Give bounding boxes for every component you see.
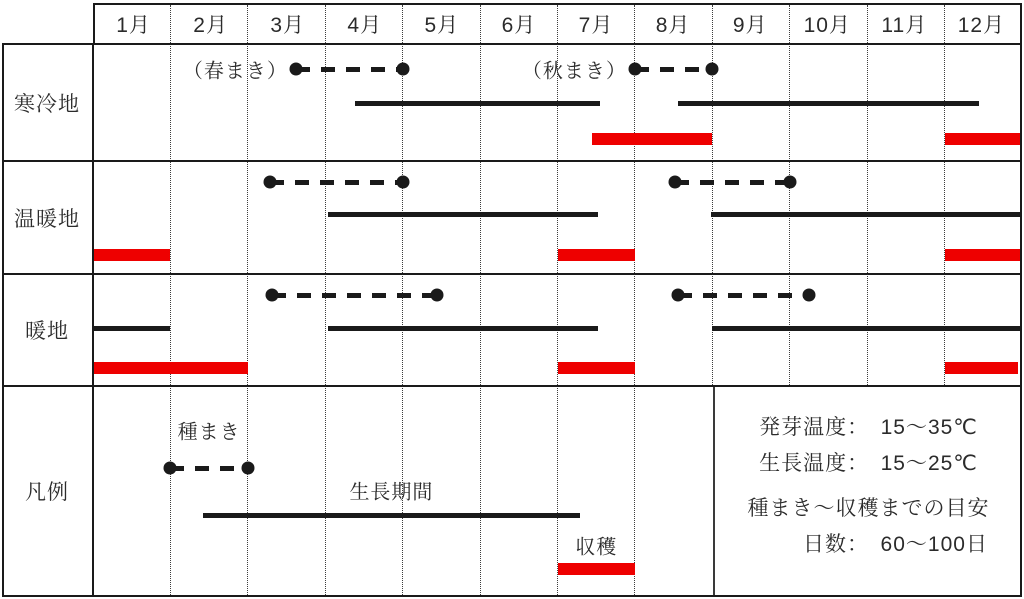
growing-line: [678, 101, 980, 106]
mark-label: 種まき: [177, 421, 241, 444]
sowing-dot: [803, 289, 816, 302]
month-label-jan: 1月: [116, 14, 151, 37]
sow-to-harvest-guide-text: 種まき～収穫までの目安: [747, 497, 990, 520]
month-gridline: [325, 5, 326, 595]
month-label-aug: 8月: [655, 14, 691, 37]
month-header-row: [93, 3, 1022, 45]
growing-line: [712, 326, 1022, 331]
growing-line: [328, 212, 598, 217]
growth-temperature-text: 生長温度： 15～25℃: [759, 452, 978, 475]
sowing-dot: [669, 176, 682, 189]
month-label-may: 5月: [424, 14, 460, 37]
harvest-bar: [945, 362, 1019, 374]
sowing-dot: [396, 63, 409, 76]
germination-temperature-text: 発芽温度： 15～35℃: [759, 416, 978, 439]
sowing-dot: [396, 176, 409, 189]
harvest-bar: [558, 249, 635, 261]
growing-line: [328, 326, 598, 331]
row-separator: [2, 160, 1022, 162]
info-panel: [713, 387, 1022, 597]
month-label-mar: 3月: [270, 14, 306, 37]
sowing-line: [170, 466, 247, 471]
sowing-line: [635, 67, 712, 72]
month-label-feb: 2月: [193, 14, 228, 37]
month-gridline: [402, 5, 403, 595]
month-gridline: [170, 5, 171, 595]
sowing-line: [272, 293, 438, 298]
month-label-sep: 9月: [732, 14, 768, 37]
row-separator: [2, 273, 1022, 275]
harvest-bar: [945, 249, 1022, 261]
harvest-bar: [93, 362, 248, 374]
growing-line: [355, 101, 600, 106]
harvest-bar: [93, 249, 170, 261]
row-label-temperate-region: 温暖地: [14, 207, 80, 231]
sowing-dot: [431, 289, 444, 302]
sowing-dot: [164, 462, 177, 475]
month-label-apr: 4月: [347, 14, 383, 37]
mark-label: （秋まき）: [521, 60, 627, 83]
sowing-dot: [706, 63, 719, 76]
sowing-dot: [628, 63, 641, 76]
month-label-jul: 7月: [578, 14, 614, 37]
row-label-legend: 凡例: [25, 481, 69, 504]
month-gridline: [480, 5, 481, 595]
growing-line: [93, 326, 170, 331]
sowing-dot: [265, 289, 278, 302]
month-gridline: [557, 5, 558, 595]
days-range-text: 日数： 60～100日: [803, 533, 988, 556]
mark-label: 収穫: [575, 536, 618, 559]
label-column-border: [92, 44, 94, 596]
sowing-line: [296, 67, 403, 72]
sowing-dot: [671, 289, 684, 302]
sowing-dot: [241, 462, 254, 475]
sowing-dot: [289, 63, 302, 76]
growing-line: [203, 513, 580, 518]
month-label-oct: 10月: [803, 14, 851, 37]
sowing-dot: [783, 176, 796, 189]
sowing-line: [678, 293, 810, 298]
mark-label: （春まき）: [182, 60, 288, 83]
mark-label: 生長期間: [349, 481, 434, 504]
month-label-dec: 12月: [957, 14, 1006, 37]
growing-line: [711, 212, 1022, 217]
harvest-bar: [558, 362, 635, 374]
sowing-line: [675, 180, 790, 185]
harvest-bar: [945, 133, 1022, 145]
sowing-dot: [264, 176, 277, 189]
row-separator: [2, 385, 1022, 387]
row-label-warm-region: 暖地: [25, 320, 69, 343]
row-label-cold-region: 寒冷地: [14, 92, 80, 116]
month-gridline: [247, 5, 248, 595]
harvest-bar: [558, 563, 635, 575]
month-label-nov: 11月: [881, 14, 928, 37]
harvest-bar: [592, 133, 712, 145]
month-label-jun: 6月: [501, 14, 537, 37]
sowing-line: [270, 180, 402, 185]
month-gridline: [634, 5, 635, 595]
